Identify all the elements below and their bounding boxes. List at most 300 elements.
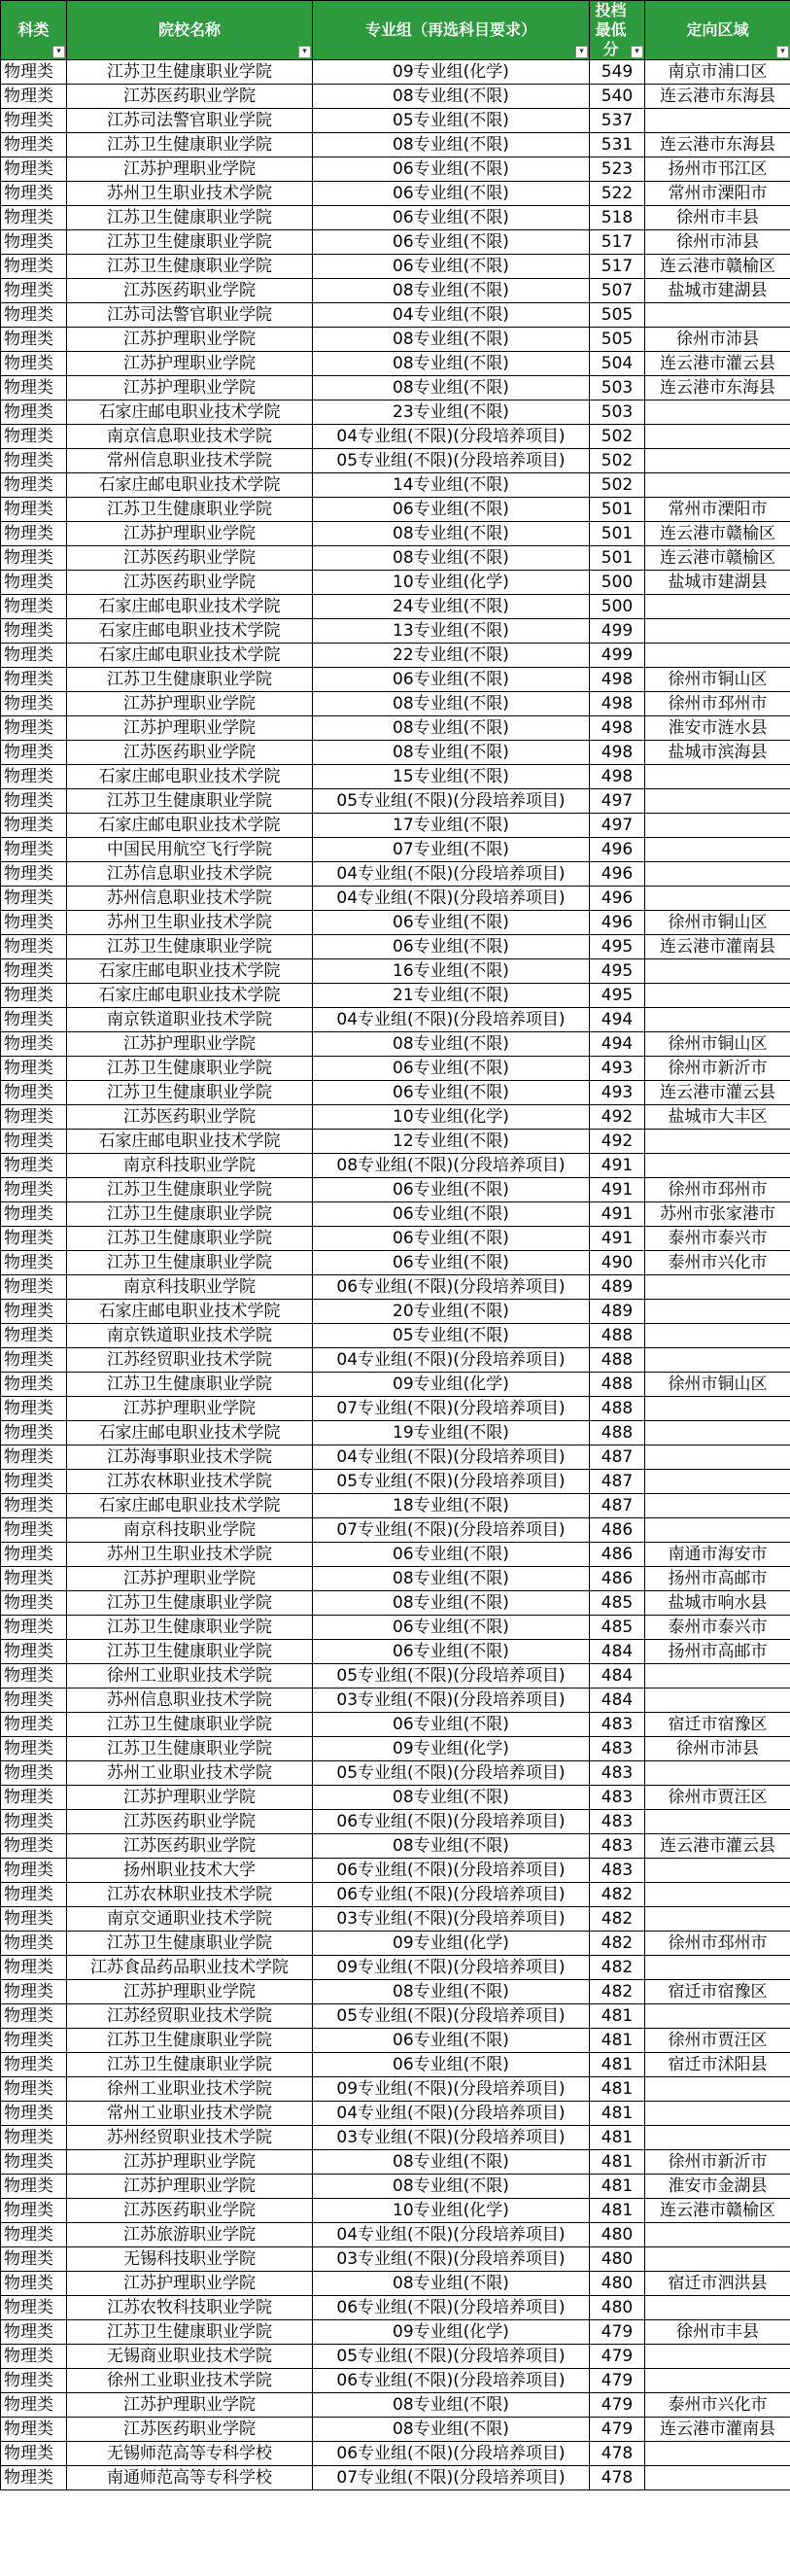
school-cell[interactable]: 江苏信息职业技术学院 — [67, 862, 313, 887]
score-cell[interactable]: 482 — [590, 1980, 645, 2004]
subject-cell[interactable]: 物理类 — [1, 1105, 67, 1130]
region-cell[interactable]: 扬州市高邮市 — [645, 1567, 790, 1591]
score-cell[interactable]: 483 — [590, 1859, 645, 1883]
school-cell[interactable]: 石家庄邮电职业技术学院 — [67, 959, 313, 984]
group-cell[interactable]: 09专业组(不限)(分段培养项目) — [313, 1956, 590, 1980]
subject-cell[interactable]: 物理类 — [1, 2126, 67, 2150]
school-cell[interactable]: 徐州工业职业技术学院 — [67, 2369, 313, 2393]
group-cell[interactable]: 19专业组(不限) — [313, 1421, 590, 1445]
school-cell[interactable]: 南京交通职业技术学院 — [67, 1907, 313, 1932]
subject-cell[interactable]: 物理类 — [1, 1737, 67, 1761]
filter-dropdown-icon[interactable]: ▾ — [52, 46, 65, 58]
subject-cell[interactable]: 物理类 — [1, 376, 67, 400]
school-cell[interactable]: 江苏卫生健康职业学院 — [67, 789, 313, 814]
group-cell[interactable]: 06专业组(不限) — [313, 1227, 590, 1251]
group-cell[interactable]: 06专业组(不限) — [313, 157, 590, 182]
region-cell[interactable]: 泰州市泰兴市 — [645, 1227, 790, 1251]
region-cell[interactable] — [645, 595, 790, 619]
school-cell[interactable]: 石家庄邮电职业技术学院 — [67, 1494, 313, 1518]
group-cell[interactable]: 06专业组(不限) — [313, 1178, 590, 1202]
school-cell[interactable]: 江苏护理职业学院 — [67, 1567, 313, 1591]
subject-cell[interactable]: 物理类 — [1, 1786, 67, 1810]
group-cell[interactable]: 08专业组(不限) — [313, 692, 590, 716]
score-cell[interactable]: 503 — [590, 376, 645, 400]
region-cell[interactable]: 泰州市泰兴市 — [645, 1616, 790, 1640]
score-cell[interactable]: 481 — [590, 2199, 645, 2223]
group-cell[interactable]: 04专业组(不限)(分段培养项目) — [313, 425, 590, 449]
region-cell[interactable] — [645, 1518, 790, 1543]
school-cell[interactable]: 中国民用航空飞行学院 — [67, 838, 313, 862]
score-cell[interactable]: 501 — [590, 522, 645, 546]
school-cell[interactable]: 南京科技职业学院 — [67, 1154, 313, 1178]
school-cell[interactable]: 江苏卫生健康职业学院 — [67, 1202, 313, 1227]
school-cell[interactable]: 南京科技职业学院 — [67, 1518, 313, 1543]
school-cell[interactable]: 苏州卫生职业技术学院 — [67, 1543, 313, 1567]
subject-cell[interactable]: 物理类 — [1, 449, 67, 473]
region-cell[interactable] — [645, 1154, 790, 1178]
subject-cell[interactable]: 物理类 — [1, 935, 67, 959]
score-cell[interactable]: 483 — [590, 1786, 645, 1810]
score-cell[interactable]: 483 — [590, 1834, 645, 1859]
score-cell[interactable]: 489 — [590, 1275, 645, 1300]
filter-dropdown-icon[interactable]: ▾ — [631, 46, 643, 58]
score-cell[interactable]: 498 — [590, 716, 645, 741]
region-cell[interactable] — [645, 862, 790, 887]
school-cell[interactable]: 石家庄邮电职业技术学院 — [67, 595, 313, 619]
group-cell[interactable]: 08专业组(不限) — [313, 1980, 590, 2004]
score-cell[interactable]: 488 — [590, 1373, 645, 1397]
group-cell[interactable]: 14专业组(不限) — [313, 473, 590, 498]
school-cell[interactable]: 苏州信息职业技术学院 — [67, 887, 313, 911]
subject-cell[interactable]: 物理类 — [1, 2296, 67, 2320]
score-cell[interactable]: 480 — [590, 2247, 645, 2272]
subject-cell[interactable]: 物理类 — [1, 1494, 67, 1518]
region-cell[interactable]: 徐州市丰县 — [645, 206, 790, 230]
school-cell[interactable]: 南京科技职业学院 — [67, 1275, 313, 1300]
school-cell[interactable]: 江苏卫生健康职业学院 — [67, 1251, 313, 1275]
score-cell[interactable]: 480 — [590, 2223, 645, 2247]
score-cell[interactable]: 482 — [590, 1932, 645, 1956]
group-cell[interactable]: 04专业组(不限)(分段培养项目) — [313, 1348, 590, 1373]
subject-cell[interactable]: 物理类 — [1, 2102, 67, 2126]
score-cell[interactable]: 486 — [590, 1518, 645, 1543]
school-cell[interactable]: 扬州职业技术大学 — [67, 1859, 313, 1883]
subject-cell[interactable]: 物理类 — [1, 1324, 67, 1348]
region-cell[interactable]: 盐城市滨海县 — [645, 741, 790, 765]
group-cell[interactable]: 08专业组(不限)(分段培养项目) — [313, 1154, 590, 1178]
group-cell[interactable]: 05专业组(不限)(分段培养项目) — [313, 1470, 590, 1494]
score-cell[interactable]: 484 — [590, 1688, 645, 1713]
school-cell[interactable]: 江苏医药职业学院 — [67, 279, 313, 303]
filter-dropdown-icon[interactable]: ▾ — [575, 46, 588, 58]
group-cell[interactable]: 06专业组(不限) — [313, 1081, 590, 1105]
region-cell[interactable] — [645, 1324, 790, 1348]
school-cell[interactable]: 江苏卫生健康职业学院 — [67, 1081, 313, 1105]
score-cell[interactable]: 495 — [590, 984, 645, 1008]
school-cell[interactable]: 江苏护理职业学院 — [67, 2150, 313, 2175]
group-cell[interactable]: 13专业组(不限) — [313, 619, 590, 644]
score-cell[interactable]: 491 — [590, 1227, 645, 1251]
group-cell[interactable]: 09专业组(不限)(分段培养项目) — [313, 2077, 590, 2102]
group-cell[interactable]: 06专业组(不限) — [313, 498, 590, 522]
group-cell[interactable]: 07专业组(不限)(分段培养项目) — [313, 2466, 590, 2490]
score-cell[interactable]: 485 — [590, 1591, 645, 1616]
region-cell[interactable] — [645, 838, 790, 862]
school-cell[interactable]: 南京铁道职业技术学院 — [67, 1008, 313, 1032]
school-cell[interactable]: 江苏司法警官职业学院 — [67, 109, 313, 133]
region-cell[interactable] — [645, 1956, 790, 1980]
filter-dropdown-icon[interactable]: ▾ — [776, 46, 789, 58]
region-cell[interactable]: 连云港市赣榆区 — [645, 2199, 790, 2223]
region-cell[interactable]: 徐州市沛县 — [645, 328, 790, 352]
subject-cell[interactable]: 物理类 — [1, 1300, 67, 1324]
group-cell[interactable]: 08专业组(不限) — [313, 279, 590, 303]
subject-cell[interactable]: 物理类 — [1, 2393, 67, 2418]
region-cell[interactable] — [645, 2223, 790, 2247]
score-cell[interactable]: 480 — [590, 2296, 645, 2320]
score-cell[interactable]: 487 — [590, 1445, 645, 1470]
region-cell[interactable]: 连云港市赣榆区 — [645, 255, 790, 279]
group-cell[interactable]: 20专业组(不限) — [313, 1300, 590, 1324]
score-cell[interactable]: 497 — [590, 789, 645, 814]
group-cell[interactable]: 08专业组(不限) — [313, 741, 590, 765]
group-cell[interactable]: 04专业组(不限)(分段培养项目) — [313, 862, 590, 887]
subject-cell[interactable]: 物理类 — [1, 1154, 67, 1178]
subject-cell[interactable]: 物理类 — [1, 498, 67, 522]
subject-cell[interactable]: 物理类 — [1, 716, 67, 741]
group-cell[interactable]: 08专业组(不限) — [313, 2418, 590, 2442]
group-cell[interactable]: 08专业组(不限) — [313, 85, 590, 109]
region-cell[interactable]: 扬州市邗江区 — [645, 157, 790, 182]
group-cell[interactable]: 07专业组(不限) — [313, 838, 590, 862]
score-cell[interactable]: 501 — [590, 546, 645, 571]
group-cell[interactable]: 09专业组(化学) — [313, 2320, 590, 2345]
region-cell[interactable] — [645, 1688, 790, 1713]
score-cell[interactable]: 492 — [590, 1130, 645, 1154]
school-cell[interactable]: 江苏司法警官职业学院 — [67, 303, 313, 328]
region-cell[interactable]: 淮安市金湖县 — [645, 2175, 790, 2199]
score-cell[interactable]: 490 — [590, 1251, 645, 1275]
score-cell[interactable]: 481 — [590, 2150, 645, 2175]
school-cell[interactable]: 江苏卫生健康职业学院 — [67, 1737, 313, 1761]
score-cell[interactable]: 478 — [590, 2442, 645, 2466]
group-cell[interactable]: 06专业组(不限)(分段培养项目) — [313, 2442, 590, 2466]
group-cell[interactable]: 17专业组(不限) — [313, 814, 590, 838]
score-cell[interactable]: 498 — [590, 765, 645, 789]
school-cell[interactable]: 江苏卫生健康职业学院 — [67, 2053, 313, 2077]
region-cell[interactable]: 徐州市邳州市 — [645, 1178, 790, 1202]
score-cell[interactable]: 487 — [590, 1494, 645, 1518]
region-cell[interactable] — [645, 1883, 790, 1907]
school-cell[interactable]: 江苏卫生健康职业学院 — [67, 255, 313, 279]
score-cell[interactable]: 499 — [590, 619, 645, 644]
region-cell[interactable] — [645, 2345, 790, 2369]
group-cell[interactable]: 06专业组(不限)(分段培养项目) — [313, 2369, 590, 2393]
score-cell[interactable]: 483 — [590, 1761, 645, 1786]
group-cell[interactable]: 05专业组(不限)(分段培养项目) — [313, 2004, 590, 2029]
score-cell[interactable]: 505 — [590, 303, 645, 328]
score-cell[interactable]: 483 — [590, 1810, 645, 1834]
school-cell[interactable]: 石家庄邮电职业技术学院 — [67, 1130, 313, 1154]
region-cell[interactable]: 南通市海安市 — [645, 1543, 790, 1567]
school-cell[interactable]: 石家庄邮电职业技术学院 — [67, 644, 313, 668]
school-cell[interactable]: 江苏医药职业学院 — [67, 1105, 313, 1130]
group-cell[interactable]: 07专业组(不限)(分段培养项目) — [313, 1397, 590, 1421]
group-cell[interactable]: 09专业组(化学) — [313, 1373, 590, 1397]
score-cell[interactable]: 493 — [590, 1081, 645, 1105]
school-cell[interactable]: 江苏护理职业学院 — [67, 692, 313, 716]
subject-cell[interactable]: 物理类 — [1, 1907, 67, 1932]
subject-cell[interactable]: 物理类 — [1, 887, 67, 911]
region-cell[interactable]: 盐城市建湖县 — [645, 571, 790, 595]
score-cell[interactable]: 483 — [590, 1737, 645, 1761]
group-cell[interactable]: 07专业组(不限)(分段培养项目) — [313, 1518, 590, 1543]
group-cell[interactable]: 23专业组(不限) — [313, 400, 590, 425]
score-cell[interactable]: 481 — [590, 2004, 645, 2029]
score-cell[interactable]: 484 — [590, 1664, 645, 1688]
school-cell[interactable]: 江苏农林职业技术学院 — [67, 1883, 313, 1907]
region-cell[interactable]: 连云港市东海县 — [645, 133, 790, 157]
school-cell[interactable]: 苏州卫生职业技术学院 — [67, 182, 313, 206]
group-cell[interactable]: 06专业组(不限)(分段培养项目) — [313, 1275, 590, 1300]
subject-cell[interactable]: 物理类 — [1, 838, 67, 862]
school-cell[interactable]: 江苏护理职业学院 — [67, 716, 313, 741]
subject-cell[interactable]: 物理类 — [1, 692, 67, 716]
region-cell[interactable]: 徐州市邳州市 — [645, 1932, 790, 1956]
subject-cell[interactable]: 物理类 — [1, 1664, 67, 1688]
region-cell[interactable]: 泰州市兴化市 — [645, 1251, 790, 1275]
school-cell[interactable]: 徐州工业职业技术学院 — [67, 2077, 313, 2102]
subject-cell[interactable]: 物理类 — [1, 1032, 67, 1057]
region-cell[interactable] — [645, 2004, 790, 2029]
region-cell[interactable]: 苏州市张家港市 — [645, 1202, 790, 1227]
region-cell[interactable]: 徐州市沛县 — [645, 1737, 790, 1761]
score-cell[interactable]: 502 — [590, 473, 645, 498]
region-cell[interactable] — [645, 1664, 790, 1688]
score-cell[interactable]: 496 — [590, 838, 645, 862]
group-cell[interactable]: 04专业组(不限)(分段培养项目) — [313, 2102, 590, 2126]
school-cell[interactable]: 江苏卫生健康职业学院 — [67, 1227, 313, 1251]
group-cell[interactable]: 05专业组(不限)(分段培养项目) — [313, 2345, 590, 2369]
subject-cell[interactable]: 物理类 — [1, 2175, 67, 2199]
region-cell[interactable] — [645, 400, 790, 425]
school-cell[interactable]: 江苏护理职业学院 — [67, 1786, 313, 1810]
school-cell[interactable]: 徐州工业职业技术学院 — [67, 1664, 313, 1688]
score-cell[interactable]: 479 — [590, 2345, 645, 2369]
school-cell[interactable]: 江苏护理职业学院 — [67, 2393, 313, 2418]
score-cell[interactable]: 481 — [590, 2102, 645, 2126]
subject-cell[interactable]: 物理类 — [1, 1543, 67, 1567]
school-cell[interactable]: 江苏卫生健康职业学院 — [67, 2320, 313, 2345]
score-cell[interactable]: 496 — [590, 911, 645, 935]
region-cell[interactable] — [645, 303, 790, 328]
region-cell[interactable] — [645, 1907, 790, 1932]
school-cell[interactable]: 江苏护理职业学院 — [67, 1980, 313, 2004]
subject-cell[interactable]: 物理类 — [1, 1470, 67, 1494]
subject-cell[interactable]: 物理类 — [1, 1518, 67, 1543]
group-cell[interactable]: 05专业组(不限) — [313, 109, 590, 133]
group-cell[interactable]: 21专业组(不限) — [313, 984, 590, 1008]
subject-cell[interactable]: 物理类 — [1, 595, 67, 619]
subject-cell[interactable]: 物理类 — [1, 2247, 67, 2272]
group-cell[interactable]: 04专业组(不限) — [313, 303, 590, 328]
region-cell[interactable] — [645, 1470, 790, 1494]
subject-cell[interactable]: 物理类 — [1, 85, 67, 109]
score-cell[interactable]: 498 — [590, 668, 645, 692]
score-cell[interactable]: 540 — [590, 85, 645, 109]
region-cell[interactable] — [645, 1859, 790, 1883]
subject-cell[interactable]: 物理类 — [1, 2029, 67, 2053]
score-cell[interactable]: 488 — [590, 1397, 645, 1421]
region-cell[interactable]: 徐州市邳州市 — [645, 692, 790, 716]
school-cell[interactable]: 江苏卫生健康职业学院 — [67, 1616, 313, 1640]
score-cell[interactable]: 483 — [590, 1713, 645, 1737]
subject-cell[interactable]: 物理类 — [1, 303, 67, 328]
group-cell[interactable]: 09专业组(化学) — [313, 1932, 590, 1956]
subject-cell[interactable]: 物理类 — [1, 1688, 67, 1713]
subject-cell[interactable]: 物理类 — [1, 814, 67, 838]
subject-cell[interactable]: 物理类 — [1, 862, 67, 887]
subject-cell[interactable]: 物理类 — [1, 425, 67, 449]
group-cell[interactable]: 08专业组(不限) — [313, 352, 590, 376]
score-cell[interactable]: 482 — [590, 1883, 645, 1907]
group-cell[interactable]: 08专业组(不限) — [313, 1567, 590, 1591]
subject-cell[interactable]: 物理类 — [1, 1227, 67, 1251]
score-cell[interactable]: 494 — [590, 1008, 645, 1032]
subject-cell[interactable]: 物理类 — [1, 2320, 67, 2345]
school-cell[interactable]: 无锡师范高等专科学校 — [67, 2442, 313, 2466]
region-cell[interactable]: 常州市溧阳市 — [645, 498, 790, 522]
score-cell[interactable]: 481 — [590, 2077, 645, 2102]
region-cell[interactable]: 常州市溧阳市 — [645, 182, 790, 206]
group-cell[interactable]: 16专业组(不限) — [313, 959, 590, 984]
group-cell[interactable]: 12专业组(不限) — [313, 1130, 590, 1154]
subject-cell[interactable]: 物理类 — [1, 279, 67, 303]
school-cell[interactable]: 南京信息职业技术学院 — [67, 425, 313, 449]
score-cell[interactable]: 500 — [590, 571, 645, 595]
school-cell[interactable]: 江苏医药职业学院 — [67, 1834, 313, 1859]
school-cell[interactable]: 苏州信息职业技术学院 — [67, 1688, 313, 1713]
region-cell[interactable]: 徐州市铜山区 — [645, 668, 790, 692]
group-cell[interactable]: 03专业组(不限)(分段培养项目) — [313, 1907, 590, 1932]
group-cell[interactable]: 06专业组(不限) — [313, 206, 590, 230]
group-cell[interactable]: 10专业组(化学) — [313, 571, 590, 595]
subject-cell[interactable]: 物理类 — [1, 765, 67, 789]
score-cell[interactable]: 518 — [590, 206, 645, 230]
group-cell[interactable]: 08专业组(不限) — [313, 546, 590, 571]
subject-cell[interactable]: 物理类 — [1, 1980, 67, 2004]
region-cell[interactable]: 连云港市灌云县 — [645, 352, 790, 376]
subject-cell[interactable]: 物理类 — [1, 2077, 67, 2102]
score-cell[interactable]: 491 — [590, 1154, 645, 1178]
subject-cell[interactable]: 物理类 — [1, 1275, 67, 1300]
school-cell[interactable]: 石家庄邮电职业技术学院 — [67, 473, 313, 498]
subject-cell[interactable]: 物理类 — [1, 1859, 67, 1883]
group-cell[interactable]: 06专业组(不限) — [313, 1057, 590, 1081]
subject-cell[interactable]: 物理类 — [1, 2466, 67, 2490]
region-cell[interactable]: 盐城市大丰区 — [645, 1105, 790, 1130]
region-cell[interactable]: 扬州市高邮市 — [645, 1640, 790, 1664]
region-cell[interactable] — [645, 1300, 790, 1324]
school-cell[interactable]: 江苏护理职业学院 — [67, 376, 313, 400]
school-cell[interactable]: 无锡商业职业技术学院 — [67, 2345, 313, 2369]
subject-cell[interactable]: 物理类 — [1, 1640, 67, 1664]
group-cell[interactable]: 22专业组(不限) — [313, 644, 590, 668]
subject-cell[interactable]: 物理类 — [1, 1008, 67, 1032]
group-cell[interactable]: 09专业组(化学) — [313, 1737, 590, 1761]
group-cell[interactable]: 06专业组(不限) — [313, 1713, 590, 1737]
score-cell[interactable]: 481 — [590, 2053, 645, 2077]
subject-cell[interactable]: 物理类 — [1, 1251, 67, 1275]
school-cell[interactable]: 江苏护理职业学院 — [67, 352, 313, 376]
group-cell[interactable]: 09专业组(化学) — [313, 60, 590, 85]
score-cell[interactable]: 499 — [590, 644, 645, 668]
subject-cell[interactable]: 物理类 — [1, 2053, 67, 2077]
region-cell[interactable] — [645, 984, 790, 1008]
subject-cell[interactable]: 物理类 — [1, 1761, 67, 1786]
school-cell[interactable]: 江苏医药职业学院 — [67, 2418, 313, 2442]
region-cell[interactable] — [645, 2369, 790, 2393]
group-cell[interactable]: 10专业组(化学) — [313, 1105, 590, 1130]
region-cell[interactable] — [645, 1008, 790, 1032]
score-cell[interactable]: 496 — [590, 862, 645, 887]
group-cell[interactable]: 06专业组(不限) — [313, 1616, 590, 1640]
score-cell[interactable]: 488 — [590, 1348, 645, 1373]
region-cell[interactable]: 盐城市响水县 — [645, 1591, 790, 1616]
school-cell[interactable]: 江苏卫生健康职业学院 — [67, 498, 313, 522]
group-cell[interactable]: 06专业组(不限)(分段培养项目) — [313, 1859, 590, 1883]
subject-cell[interactable]: 物理类 — [1, 60, 67, 85]
subject-cell[interactable]: 物理类 — [1, 2150, 67, 2175]
region-cell[interactable] — [645, 1810, 790, 1834]
region-cell[interactable]: 连云港市赣榆区 — [645, 546, 790, 571]
subject-cell[interactable]: 物理类 — [1, 668, 67, 692]
region-cell[interactable]: 连云港市东海县 — [645, 85, 790, 109]
score-cell[interactable]: 498 — [590, 741, 645, 765]
score-cell[interactable]: 482 — [590, 1956, 645, 1980]
subject-cell[interactable]: 物理类 — [1, 1591, 67, 1616]
school-cell[interactable]: 江苏卫生健康职业学院 — [67, 935, 313, 959]
score-cell[interactable]: 491 — [590, 1202, 645, 1227]
group-cell[interactable]: 08专业组(不限) — [313, 1591, 590, 1616]
score-cell[interactable]: 495 — [590, 959, 645, 984]
group-cell[interactable]: 06专业组(不限) — [313, 1251, 590, 1275]
group-cell[interactable]: 06专业组(不限) — [313, 1543, 590, 1567]
group-cell[interactable]: 05专业组(不限)(分段培养项目) — [313, 789, 590, 814]
region-cell[interactable] — [645, 1761, 790, 1786]
score-cell[interactable]: 480 — [590, 2272, 645, 2296]
subject-cell[interactable]: 物理类 — [1, 109, 67, 133]
school-cell[interactable]: 石家庄邮电职业技术学院 — [67, 814, 313, 838]
region-cell[interactable] — [645, 1397, 790, 1421]
group-cell[interactable]: 04专业组(不限)(分段培养项目) — [313, 1008, 590, 1032]
subject-cell[interactable]: 物理类 — [1, 619, 67, 644]
score-cell[interactable]: 489 — [590, 1300, 645, 1324]
region-cell[interactable] — [645, 473, 790, 498]
group-cell[interactable]: 04专业组(不限)(分段培养项目) — [313, 1445, 590, 1470]
school-cell[interactable]: 南京铁道职业技术学院 — [67, 1324, 313, 1348]
school-cell[interactable]: 江苏医药职业学院 — [67, 2199, 313, 2223]
score-cell[interactable]: 494 — [590, 1032, 645, 1057]
subject-cell[interactable]: 物理类 — [1, 1834, 67, 1859]
group-cell[interactable]: 06专业组(不限) — [313, 911, 590, 935]
group-cell[interactable]: 05专业组(不限) — [313, 1324, 590, 1348]
score-cell[interactable]: 537 — [590, 109, 645, 133]
score-cell[interactable]: 549 — [590, 60, 645, 85]
school-cell[interactable]: 江苏食品药品职业技术学院 — [67, 1956, 313, 1980]
subject-cell[interactable]: 物理类 — [1, 255, 67, 279]
school-cell[interactable]: 江苏卫生健康职业学院 — [67, 133, 313, 157]
